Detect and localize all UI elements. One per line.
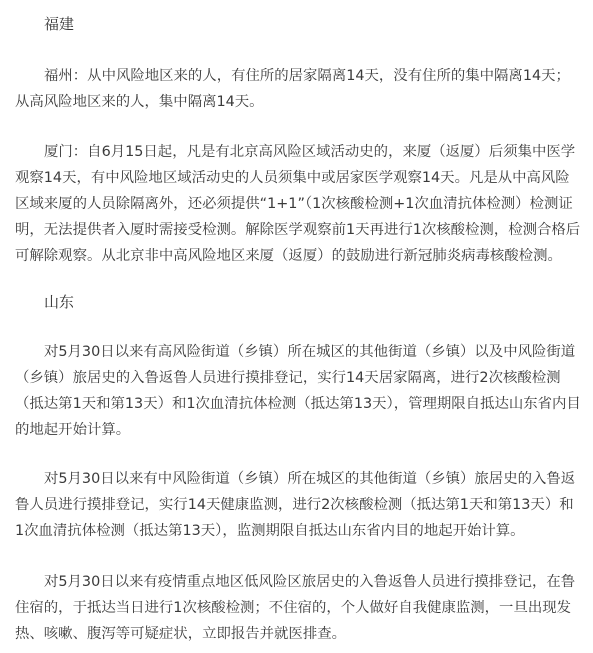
section-heading-shandong: 山东 [44,293,75,311]
paragraph-shandong-low-risk: 对5月30日以来有疫情重点地区低风险区旅居史的入鲁返鲁人员进行摸排登记，在鲁住宿的，于抵达当日进行1次核酸检测；不住宿的，个人做好自我健康监测，一旦出现发热、咳嗽、腹泻等可疑症状，立即报告并就医排查。 [15,574,576,642]
section-heading-fujian: 福建 [44,15,75,33]
paragraph-xiamen: 厦门：自6月15日起，凡是有北京高风险区域活动史的，来厦（返厦）后须集中医学观察14天，有中风险地区域活动史的人员须集中或居家医学观察14天。凡是从中高风险区域来厦的人员除隔离外，还必须提供“1+1”（1次核酸检测+1次血清抗体检测）检测证明，无法提供者入厦时需接受检测。解除医学观察前1天再进行1次核酸检测，检测合格后可解除观察。从北京非中高风险地区来厦（返厦）的鼓励进行新冠肺炎病毒核酸检测。 [15,144,581,264]
paragraph-fuzhou: 福州：从中风险地区来的人，有住所的居家隔离14天，没有住所的集中隔离14天；从高风险地区来的人，集中隔离14天。 [15,68,570,110]
paragraph-shandong-high-risk: 对5月30日以来有高风险街道（乡镇）所在城区的其他街道（乡镇）以及中风险街道（乡镇）旅居史的入鲁返鲁人员进行摸排登记，实行14天居家隔离，进行2次核酸检测（抵达第1天和第13天）和1次血清抗体检测（抵达第13天），管理期限自抵达山东省内目的地起开始计算。 [15,344,581,438]
paragraph-shandong-medium-risk: 对5月30日以来有中风险街道（乡镇）所在城区的其他街道（乡镇）旅居史的入鲁返鲁人员进行摸排登记，实行14天健康监测，进行2次核酸检测（抵达第1天和第13天）和1次血清抗体检测（抵达第13天），监测期限自抵达山东省内目的地起开始计算。 [15,471,576,539]
